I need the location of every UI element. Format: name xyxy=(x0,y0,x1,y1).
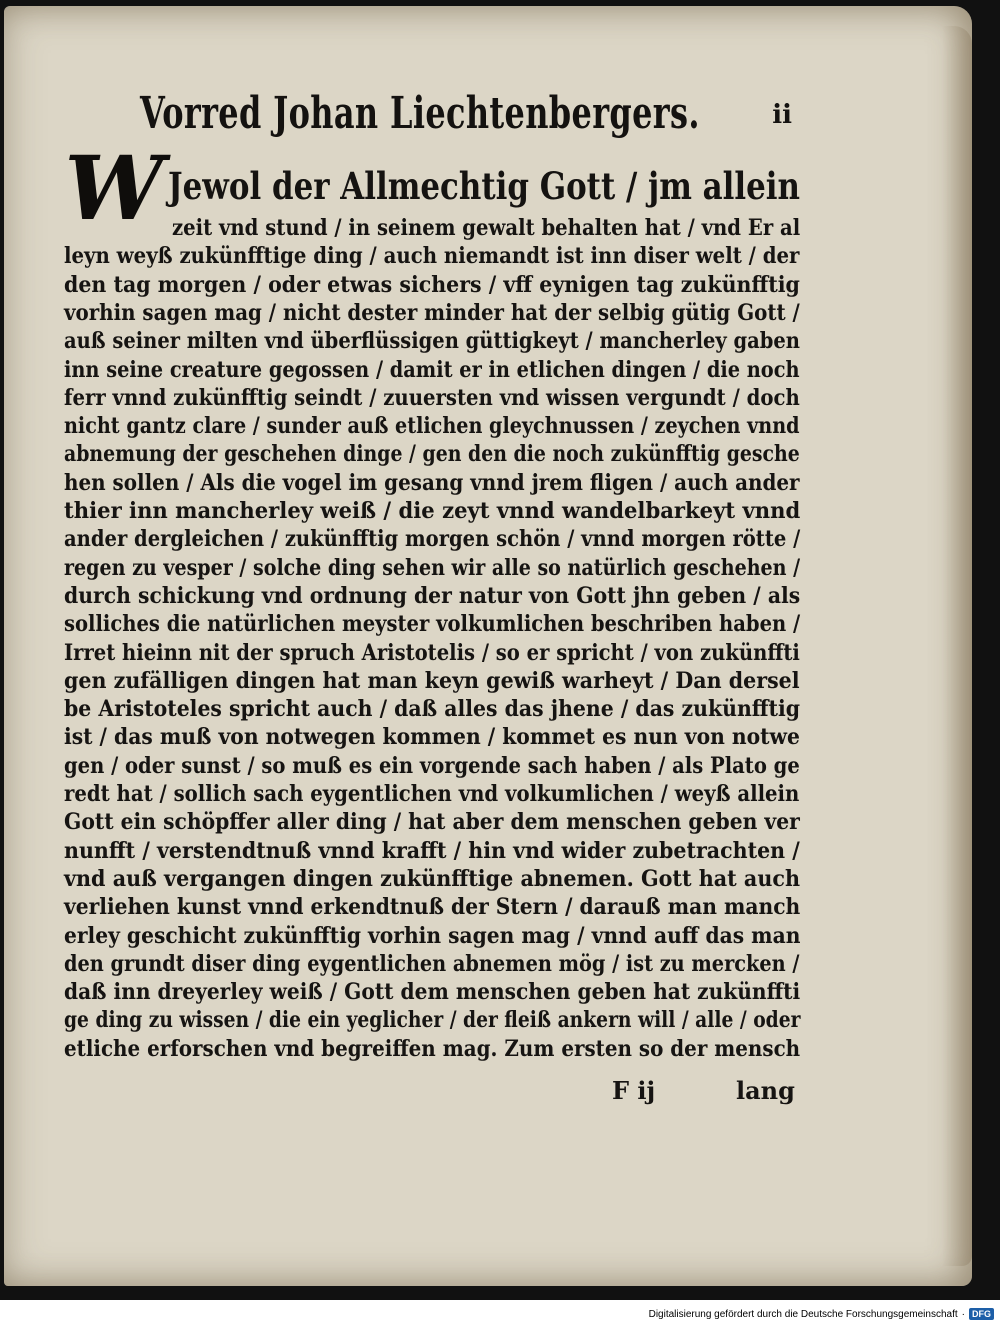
text-line: verliehen kunst vnnd erkendtnuß der Stern / darauß man manch xyxy=(64,894,801,921)
text-line: regen zu vesper / solche ding sehen wir alle so natürlich geschehen / xyxy=(64,554,801,581)
text-line: ander dergleichen / zukünfftig morgen schön / vnnd morgen rötte / xyxy=(64,526,801,553)
text-line: den grundt diser ding eygentlichen abnemen mög / ist zu mercken / xyxy=(64,950,800,977)
text-line: nicht gantz clare / sunder auß etlichen gleychnussen / zeychen vnnd xyxy=(64,413,800,440)
text-line: vnd auß vergangen dingen zukünfftige abnemen. Gott hat auch xyxy=(64,865,800,892)
dfg-logo-icon: DFG xyxy=(969,1308,994,1320)
text-line: durch schickung vnd ordnung der natur von Gott jhn geben / als xyxy=(64,582,801,609)
text-line: zeit vnd stund / in seinem gewalt behalten hat / vnd Er al xyxy=(172,215,801,241)
text-line: erley geschicht zukünfftig vorhin sagen mag / vnnd auff das man xyxy=(64,922,801,949)
text-line: etliche erforschen vnd begreiffen mag. Zum ersten so der mensch xyxy=(64,1035,801,1062)
text-line: gen / oder sunst / so muß es ein vorgende sach haben / als Plato ge xyxy=(64,752,800,779)
folio-number: ii xyxy=(772,100,792,130)
footer-credit: Digitalisierung gefördert durch die Deutsche Forschungsgemeinschaft xyxy=(648,1308,958,1320)
text-line: ge ding zu wissen / die ein yeglicher / der fleiß ankern will / alle / oder xyxy=(64,1007,801,1034)
text-line: abnemung der geschehen dinge / gen den die noch zukünfftig gesche xyxy=(64,441,800,468)
opening-line: Jewol der Allmechtig Gott / jm allein xyxy=(168,164,800,208)
text-line: ferr vnnd zukünfftig seindt / zuuersten vnd wissen vergundt / doch xyxy=(64,384,800,411)
signature-mark: F ij xyxy=(612,1076,656,1105)
text-line: be Aristoteles spricht auch / daß alles das jhene / das zukünfftig xyxy=(64,696,801,723)
text-line: gen zufälligen dingen hat man keyn gewiß warheyt / Dan dersel xyxy=(64,667,800,694)
digitization-footer xyxy=(649,1305,1000,1323)
text-line: hen sollen / Als die vogel im gesang vnnd jrem fligen / auch ander xyxy=(64,469,800,496)
text-line: den tag morgen / oder etwas sichers / vff eynigen tag zukünfftig xyxy=(64,271,800,298)
text-line: solliches die natürlichen meyster volkumlichen beschriben haben / xyxy=(64,611,801,638)
text-line: auß seiner milten vnd überflüssigen güttigkeyt / mancherley gaben xyxy=(64,328,800,355)
text-line: thier inn mancherley weiß / die zeyt vnnd wandelbarkeyt vnnd xyxy=(64,498,801,524)
footer-separator: · xyxy=(961,1308,965,1320)
text-line: nunfft / verstendtnuß vnnd krafft / hin vnd wider zubetrachten / xyxy=(64,837,800,864)
text-line: Gott ein schöpffer aller ding / hat aber dem menschen geben ver xyxy=(64,809,800,836)
text-line: inn seine creature gegossen / damit er in etlichen dingen / die noch xyxy=(64,356,800,383)
text-line: redt hat / sollich sach eygentlichen vnd volkumlichen / weyß allein xyxy=(64,781,800,807)
text-line: Irret hieinn nit der spruch Aristotelis / so er spricht / von zukünffti xyxy=(64,639,800,666)
catchword: lang xyxy=(736,1076,795,1105)
text-line: leyn weyß zukünfftige ding / auch niemandt ist inn diser welt / der xyxy=(64,243,800,270)
text-line: daß inn dreyerley weiß / Gott dem menschen geben hat zukünffti xyxy=(64,979,801,1006)
text-line: vorhin sagen mag / nicht dester minder hat der selbig gütig Gott / xyxy=(64,299,800,326)
decorated-initial: W xyxy=(64,136,164,240)
text-line: ist / das muß von notwegen kommen / kommet es nun von notwe xyxy=(64,724,800,751)
running-head: Vorred Johan Liechtenbergers. xyxy=(140,88,700,139)
